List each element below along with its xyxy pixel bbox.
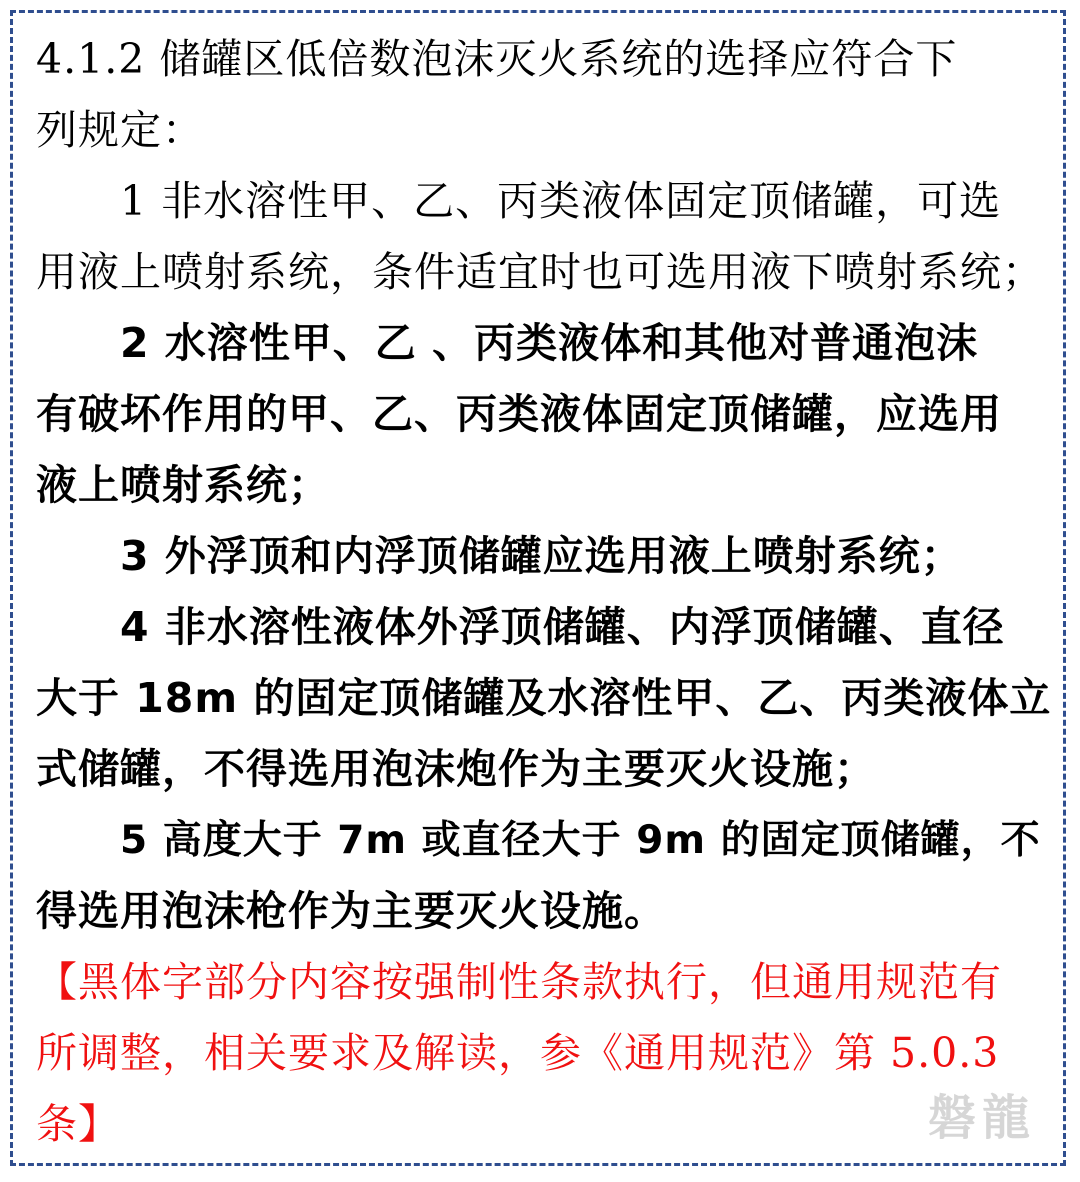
- watermark-logo: 磐龍: [927, 1090, 1036, 1146]
- clause-content: [36, 24, 1056, 1160]
- note-line-2: 所调整，相关要求及解读，参《通用规范》第 5.0.3: [36, 1029, 1000, 1077]
- note-line-3: 条】: [36, 1100, 120, 1148]
- item-5-line-2: 得选用泡沫枪作为主要灭火设施。: [36, 887, 666, 935]
- item-4-line-1: 4 非水溶性液体外浮顶储罐、内浮顶储罐、直径: [120, 603, 1005, 651]
- item-3-line-1: 3 外浮顶和内浮顶储罐应选用液上喷射系统；: [120, 532, 963, 580]
- note-line-1: 【黑体字部分内容按强制性条款执行，但通用规范有: [36, 958, 1002, 1006]
- item-2-line-3: 液上喷射系统；: [36, 461, 330, 509]
- item-2-line-1: 2 水溶性甲、乙 、丙类液体和其他对普通泡沫: [120, 319, 979, 367]
- item-1-line-2: 用液上喷射系统，条件适宜时也可选用液下喷射系统；: [36, 248, 1044, 296]
- item-4-line-3: 式储罐，不得选用泡沫炮作为主要灭火设施；: [36, 745, 876, 793]
- item-4-line-2: 大于 18m 的固定顶储罐及水溶性甲、乙、丙类液体立: [36, 674, 1052, 722]
- clause-title-line-1: 4.1.2 储罐区低倍数泡沫灭火系统的选择应符合下: [36, 35, 958, 83]
- item-2-line-2: 有破坏作用的甲、乙、丙类液体固定顶储罐，应选用: [36, 390, 1002, 438]
- clause-title-line-2: 列规定：: [36, 106, 204, 154]
- item-5-line-1: 5 高度大于 7m 或直径大于 9m 的固定顶储罐，不: [120, 818, 1041, 863]
- item-1-line-1: 1 非水溶性甲、乙、丙类液体固定顶储罐，可选: [120, 177, 1002, 225]
